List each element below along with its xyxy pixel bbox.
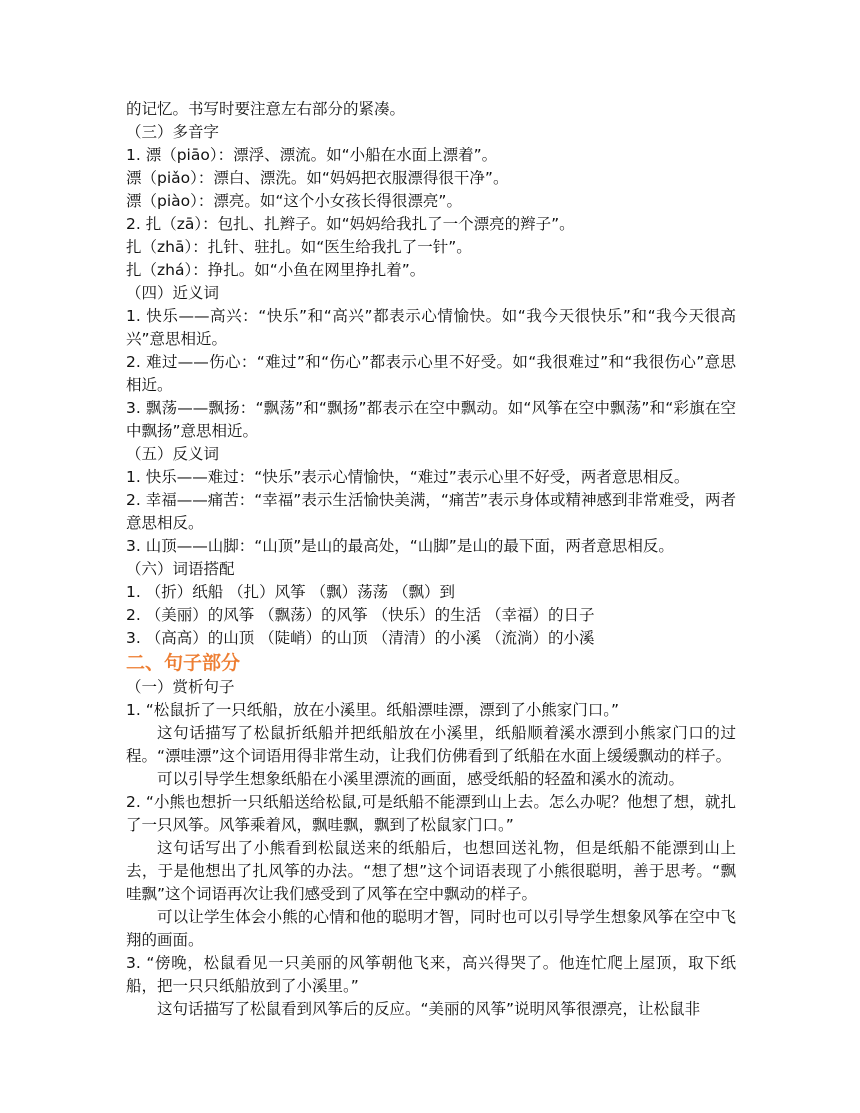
paragraph: 2. 难过——伤心：“难过”和“伤心”都表示心里不好受。如“我很难过”和“我很伤心”意思相近。	[126, 353, 736, 394]
section-heading: 二、句子部分	[126, 652, 241, 674]
paragraph: 3. 飘荡——飘扬：“飘荡”和“飘扬”都表示在空中飘动。如“风筝在空中飘荡”和“彩旗在空中飘扬”意思相近。	[126, 399, 736, 440]
indented-paragraph: 这句话写出了小熊看到松鼠送来的纸船后，也想回送礼物，但是纸船不能漂到山上去，于是他想出了扎风筝的办法。“想了想”这个词语表现了小熊很聪明，善于思考。“飘哇飘”这个词语再次让我们感受到了风筝在空中飘动的样子。	[126, 839, 736, 903]
indented-paragraph: 这句话描写了松鼠看到风筝后的反应。“美丽的风筝”说明风筝很漂亮，让松鼠非	[157, 1000, 701, 1018]
document-page	[126, 98, 736, 1021]
paragraph: 1. 快乐——高兴：“快乐”和“高兴”都表示心情愉快。如“我今天很快乐”和“我今天很高兴”意思相近。	[126, 307, 736, 348]
text-line: 1. “松鼠折了一只纸船，放在小溪里。纸船漂哇漂，漂到了小熊家门口。”	[126, 701, 620, 719]
text-line: 扎（zhá）：挣扎。如“小鱼在网里挣扎着”。	[126, 261, 426, 279]
paragraph: 3. “傍晚，松鼠看见一只美丽的风筝朝他飞来，高兴得哭了。他连忙爬上屋顶，取下纸船，把一只只纸船放到了小溪里。”	[126, 954, 736, 995]
text-line: （四）近义词	[126, 284, 220, 302]
text-line: 3. （高高）的山顶 （陡峭）的山顶 （清清）的小溪 （流淌）的小溪	[126, 629, 595, 647]
text-line: 1. （折）纸船 （扎）风筝 （飘）荡荡 （飘）到	[126, 583, 455, 601]
indented-paragraph: 可以让学生体会小熊的心情和他的聪明才智，同时也可以引导学生想象风筝在空中飞翔的画面。	[126, 908, 736, 949]
text-line: 漂（piǎo）：漂白、漂洗。如“妈妈把衣服漂得很干净”。	[126, 169, 509, 187]
text-line: （五）反义词	[126, 445, 220, 463]
indented-paragraph: 可以引导学生想象纸船在小溪里漂流的画面，感受纸船的轻盈和溪水的流动。	[157, 770, 685, 788]
paragraph: 2. 幸福——痛苦：“幸福”表示生活愉快美满，“痛苦”表示身体或精神感到非常难受，两者意思相反。	[126, 491, 736, 532]
text-line: 1. 快乐——难过：“快乐”表示心情愉快，“难过”表示心里不好受，两者意思相反。	[126, 468, 690, 486]
text-line: （三）多音字	[126, 123, 220, 141]
text-line: （一）赏析句子	[126, 678, 235, 696]
text-line: 漂（piào）：漂亮。如“这个小女孩长得很漂亮”。	[126, 192, 462, 210]
text-line: 的记忆。书写时要注意左右部分的紧凑。	[126, 100, 406, 118]
text-line: 2. （美丽）的风筝 （飘荡）的风筝 （快乐）的生活 （幸福）的日子	[126, 606, 595, 624]
text-line: 3. 山顶——山脚：“山顶”是山的最高处，“山脚”是山的最下面，两者意思相反。	[126, 537, 674, 555]
paragraph: 2. “小熊也想折一只纸船送给松鼠,可是纸船不能漂到山上去。怎么办呢？他想了想，就扎了一只风筝。风筝乘着风，飘哇飘，飘到了松鼠家门口。”	[126, 793, 736, 834]
text-line: 1. 漂（piāo）：漂浮、漂流。如“小船在水面上漂着”。	[126, 146, 498, 164]
text-line: 扎（zhā）：扎针、驻扎。如“医生给我扎了一针”。	[126, 238, 472, 256]
indented-paragraph: 这句话描写了松鼠折纸船并把纸船放在小溪里，纸船顺着溪水漂到小熊家门口的过程。“漂哇漂”这个词语用得非常生动，让我们仿佛看到了纸船在水面上缓缓飘动的样子。	[126, 724, 736, 765]
text-line: 2. 扎（zā）：包扎、扎辫子。如“妈妈给我扎了一个漂亮的辫子”。	[126, 215, 575, 233]
text-line: （六）词语搭配	[126, 560, 235, 578]
